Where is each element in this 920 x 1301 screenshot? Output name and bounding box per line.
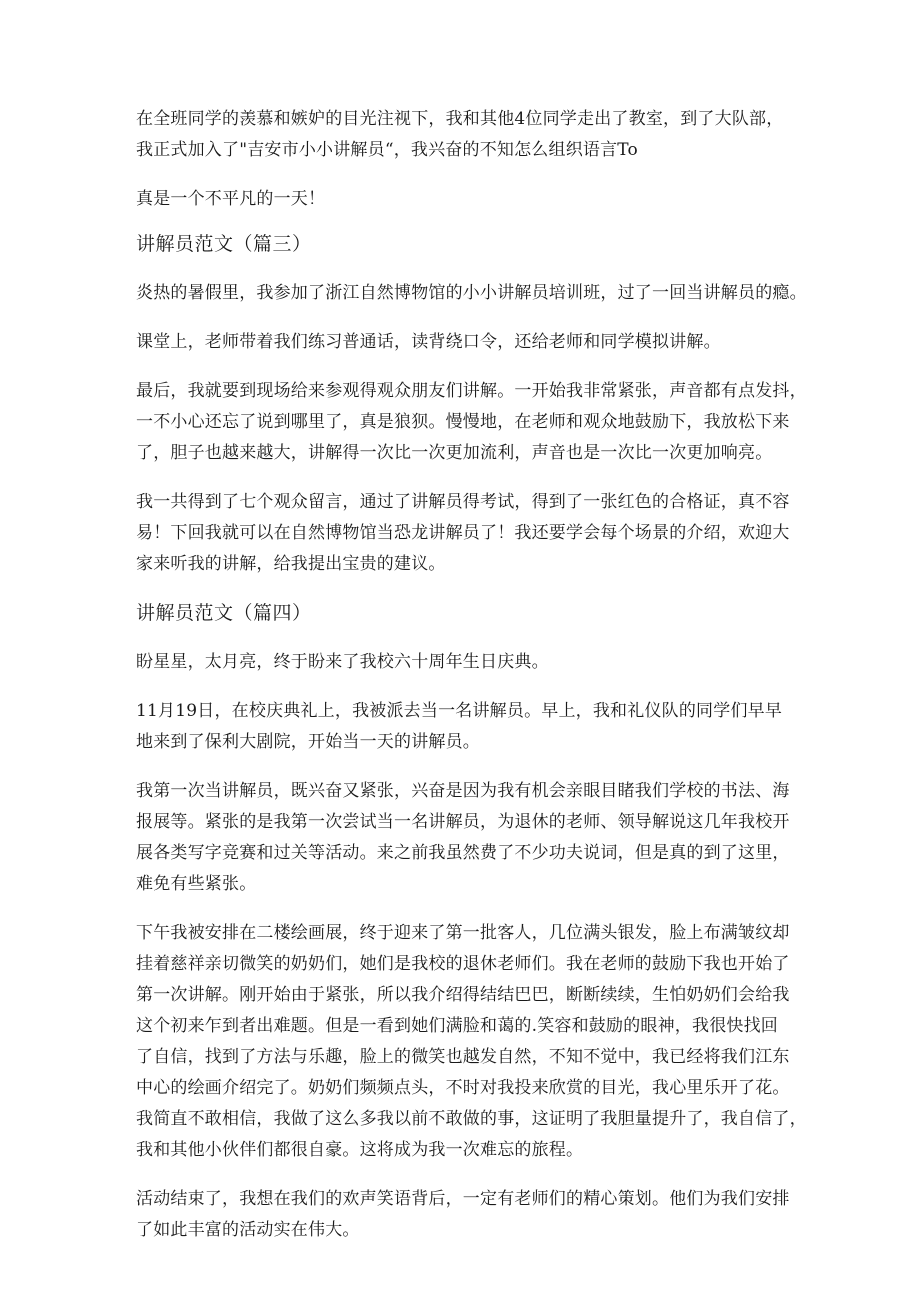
text-line: 活动结束了，我想在我们的欢声笑语背后，一定有老师们的精心策划。他们为我们安排: [136, 1189, 790, 1209]
paragraph: [136, 278, 807, 309]
section-heading: [136, 598, 792, 629]
text-line: 课堂上，老师带着我们练习普通话，读背绕口令，还给老师和同学模拟讲解。: [136, 332, 721, 352]
text-line: 我和其他小伙伴们都很自豪。这将成为我一次难忘的旅程。: [136, 1140, 584, 1160]
text-line: 了，胆子也越来越大，讲解得一次比一次更加流利，声音也是一次比一次更加响亮。: [136, 443, 773, 463]
text-line: 我正式加入了"吉安市小小讲解员“，我兴奋的不知怎么组织语言To: [136, 140, 638, 160]
text-line: 盼星星，太月亮，终于盼来了我校六十周年生日庆典。: [136, 652, 549, 672]
paragraph: [136, 104, 792, 166]
paragraph: [136, 184, 792, 215]
text-line: 炎热的暑假里，我参加了浙江自然博物馆的小小讲解员培训班，过了一回当讲解员的瘾。: [136, 283, 807, 303]
text-line: 最后，我就要到现场给来参观得观众朋友们讲解。一开始我非常紧张，声音都有点发抖，: [136, 381, 807, 401]
text-line: 展各类写字竞赛和过关等活动。来之前我虽然费了不少功夫说词，但是真的到了这里，: [136, 843, 790, 863]
section-heading: [136, 229, 792, 260]
heading-text: 讲解员范文（篇四）: [136, 602, 312, 624]
paragraph: [136, 776, 792, 900]
text-line: 家来听我的讲解，给我提出宝贵的建议。: [136, 554, 446, 574]
text-line: 这个初来乍到者出难题。但是一看到她们满脸和蔼的.笑容和鼓励的眼神，我很快找回: [136, 1016, 779, 1036]
text-line: 我第一次当讲解员，既兴奋又紧张，兴奋是因为我有机会亲眼目睹我们学校的书法、海: [136, 781, 790, 801]
text-line: 我一共得到了七个观众留言，通过了讲解员得考试，得到了一张红色的合格证，真不容: [136, 492, 790, 512]
text-line: 第一次讲解。刚开始由于紧张，所以我介绍得结结巴巴，断断续续，生怕奶奶们会给我: [136, 985, 790, 1005]
document-body: [136, 104, 807, 1246]
paragraph: [136, 487, 792, 580]
paragraph: [136, 696, 792, 758]
paragraph: [136, 918, 807, 1166]
text-line: 我简直不敢相信，我做了这么多我以前不敢做的事，这证明了我胆量提升了，我自信了，: [136, 1109, 807, 1129]
text-line: 中心的绘画介绍完了。奶奶们频频点头，不时对我投来欣赏的目光，我心里乐开了花。: [136, 1078, 790, 1098]
text-line: 地来到了保利大剧院，开始当一天的讲解员。: [136, 732, 480, 752]
text-line: 难免有些紧张。: [136, 874, 257, 894]
text-line: 报展等。紧张的是我第一次尝试当一名讲解员，为退休的老师、领导解说这几年我校开: [136, 812, 790, 832]
paragraph: [136, 327, 792, 358]
paragraph: [136, 1184, 792, 1246]
text-line: 挂着慈祥亲切微笑的奶奶们，她们是我校的退休老师们。我在老师的鼓励下我也开始了: [136, 954, 790, 974]
text-line: 易！下回我就可以在自然博物馆当恐龙讲解员了！我还要学会每个场景的介绍，欢迎大: [136, 523, 790, 543]
text-line: 在全班同学的羡慕和嫉妒的目光注视下，我和其他4位同学走出了教室，到了大队部，: [136, 109, 784, 129]
text-line: 真是一个不平凡的一天！: [136, 189, 326, 209]
text-line: 11月19日，在校庆典礼上，我被派去当一名讲解员。早上，我和礼仪队的同学们早早: [136, 701, 783, 721]
paragraph: [136, 376, 807, 469]
text-line: 了自信，找到了方法与乐趣，脸上的微笑也越发自然，不知不觉中，我已经将我们江东: [136, 1047, 790, 1067]
text-line: 一不小心还忘了说到哪里了，真是狼狈。慢慢地，在老师和观众地鼓励下，我放松下来: [136, 412, 790, 432]
heading-text: 讲解员范文（篇三）: [136, 233, 312, 255]
paragraph: [136, 647, 792, 678]
text-line: 下午我被安排在二楼绘画展，终于迎来了第一批客人，几位满头银发，脸上布满皱纹却: [136, 923, 790, 943]
text-line: 了如此丰富的活动实在伟大。: [136, 1220, 360, 1240]
